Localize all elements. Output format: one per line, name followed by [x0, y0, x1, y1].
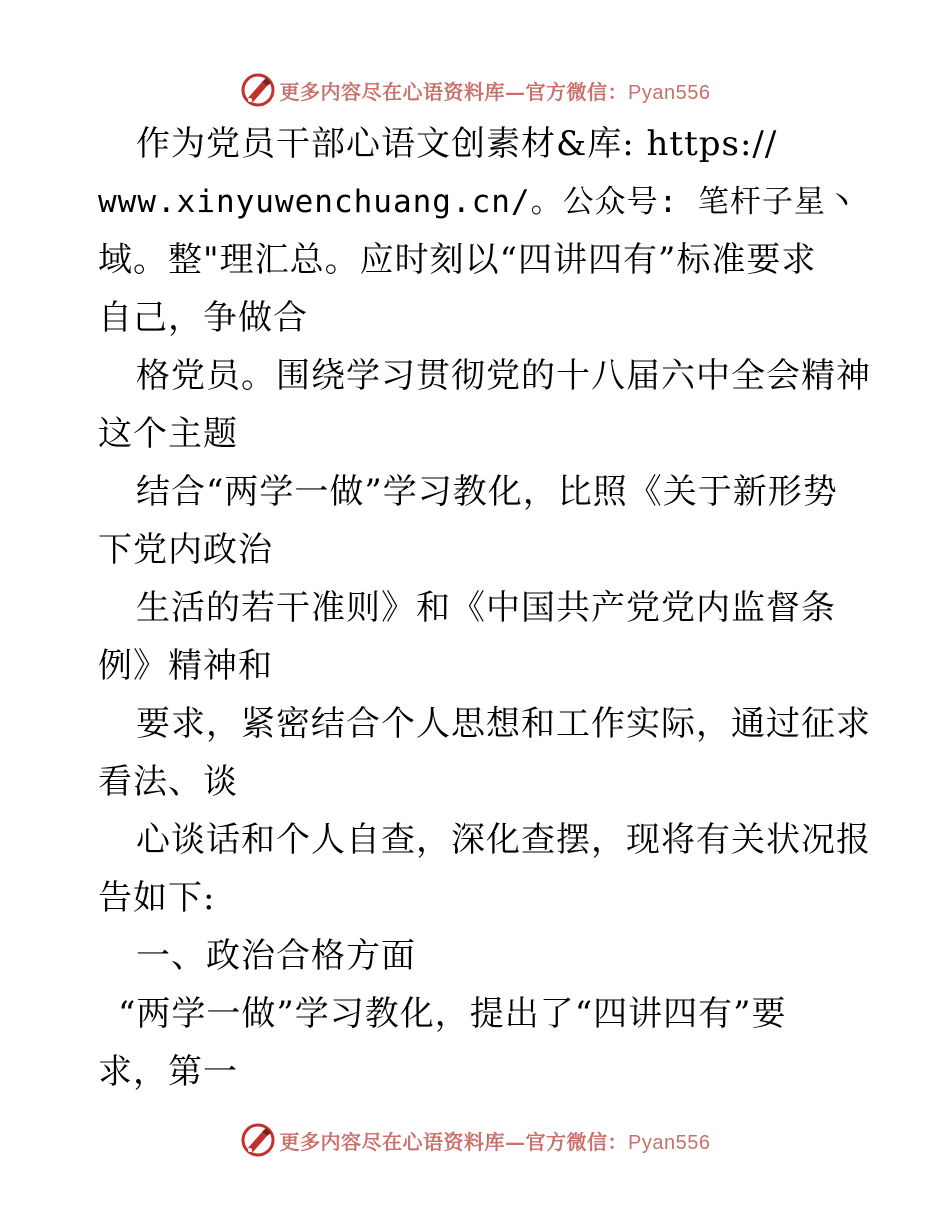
- body-line: 看法、谈: [98, 762, 238, 802]
- footer-banner: [0, 1120, 950, 1160]
- body-line: 例》精神和: [98, 646, 273, 686]
- footer-banner-text: 更多内容尽在心语资料库—官方微信：Pyan556: [279, 1129, 711, 1154]
- section-heading: 一、政治合格方面: [136, 936, 416, 976]
- body-line: www.xinyuwenchuang.cn/。公众号: 笔杆子星丶: [98, 184, 858, 220]
- body-line: 要求，紧密结合个人思想和工作实际，通过征求: [136, 704, 871, 744]
- body-line: 作为党员干部心语文创素材&库: https://: [136, 124, 778, 164]
- header-banner-text: 更多内容尽在心语资料库—官方微信：Pyan556: [279, 79, 711, 104]
- body-line: 自己，争做合: [98, 298, 308, 338]
- body-line: 心谈话和个人自查，深化查摆，现将有关状况报: [136, 820, 871, 860]
- header-banner: [0, 70, 950, 110]
- body-line: 下党内政治: [98, 530, 273, 570]
- body-line: 告如下:: [98, 878, 216, 918]
- body-line: 域。整"理汇总。应时刻以“四讲四有”标准要求: [98, 240, 817, 280]
- body-line: 生活的若干准则》和《中国共产党党内监督条: [136, 588, 836, 628]
- body-line: 这个主题: [98, 414, 238, 454]
- body-line: “两学一做”学习教化，提出了“四讲四有”要: [118, 994, 787, 1034]
- pen-logo-icon: [240, 1122, 276, 1158]
- body-line: 格党员。围绕学习贯彻党的十八届六中全会精神: [136, 356, 871, 396]
- body-line: 结合“两学一做”学习教化，比照《关于新形势: [136, 472, 838, 512]
- pen-logo-icon: [240, 72, 276, 108]
- body-line: 求，第一: [98, 1052, 238, 1092]
